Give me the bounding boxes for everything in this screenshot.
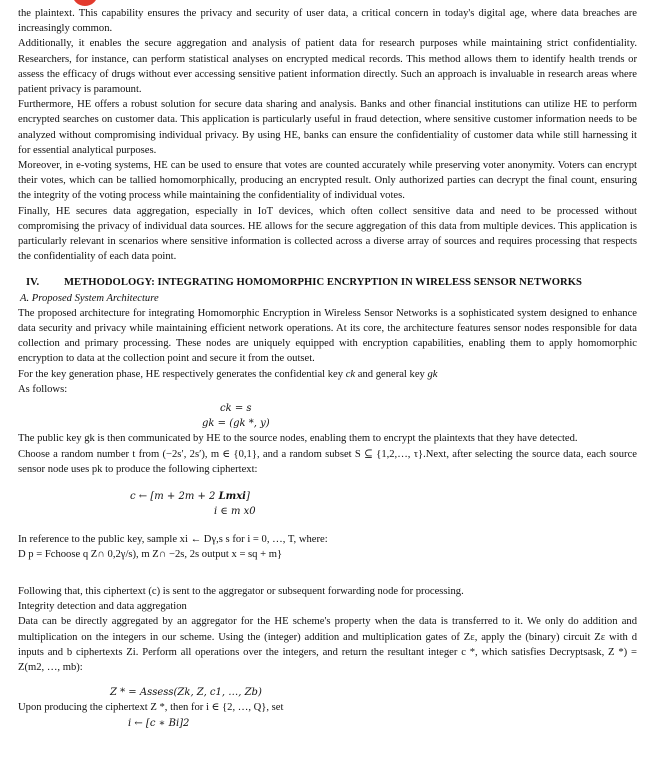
method-subheading-integrity: Integrity detection and data aggregation	[18, 601, 187, 613]
method-paragraph-3: As follows:	[18, 383, 68, 395]
method-paragraph-2: For the key generation phase, HE respectively generates the confidential key ck and general key gk	[18, 368, 438, 380]
subsection-heading: A. Proposed System Architecture	[20, 292, 159, 304]
intro-paragraph-2: Additionally, it enables the secure aggregation and analysis of patient data for research purposes while maintaining strict confidentiality. Researchers, for instance, can perform statistical analyses on encrypted medical records. This method allows them to identify health trends or assess the efficacy of drugs without ever accessing sensitive patient information directly. Such an approach is invaluable in research areas where patient privacy is paramount.	[18, 38, 637, 96]
method-paragraph-6: In reference to the public key, sample xi ← Dγ,s s for i = 0, …, T, where:	[18, 533, 328, 545]
method-paragraph-10: Data can be directly aggregated by an aggregator for the HE scheme's property when the data is transferred to it. We only do addition and multiplication on the integers in our scheme. Using the (integer) addition and multiplication gates of Zε, apply the (binary) circuit Zε with d inputs and b ciphertexts Zi. Perform all operations over the integers, and return the resultant integer c *, which satisfies Decryptsask, Z *) = Z(m2, …, mb):	[18, 616, 637, 673]
method-paragraph-1: The proposed architecture for integrating Homomorphic Encryption in Wireless Sensor Networks is a sophisticated system designed to enhance data security and privacy while maintaining efficient network operations. At its core, the architecture features sensor nodes responsible for data collection and primary processing. These nodes are uniquely equipped with encryption capabilities, enabling them to apply homomorphic encryption to data at the collection point and secure it from the outset.	[18, 307, 637, 365]
intro-paragraph-5: Finally, HE secures data aggregation, especially in IoT devices, which often collect sensitive data and need to be processed without compromising the privacy of individual data sources. HE allows for the secure aggregation of this data from multiple devices. This application is particularly relevant in scenarios where sensitive information is collected across a diverse array of sources and requires processing that respects the confidentiality of each data point.	[18, 205, 637, 263]
method-paragraph-8: Following that, this ciphertext (c) is sent to the aggregator or subsequent forwarding node for processing.	[18, 585, 464, 597]
intro-paragraph-3: Furthermore, HE offers a robust solution for secure data sharing and analysis. Banks and other financial institutions can utilize HE to perform encrypted searches on customer data. This application is particularly useful in fraud detection, where sensitive customer information needs to be analyzed without compromising individual privacy. By using HE, banks can ensure the confidentiality of customer data while still harnessing it for essential analytical purposes.	[18, 99, 637, 156]
equation-assess: Z * = Assess(Zk, Z, c1, …, Zb)	[110, 687, 262, 699]
equation-ciphertext-sub: i ∈ m x0	[214, 506, 256, 518]
method-paragraph-4: The public key gk is then communicated by HE to the source nodes, enabling them to encrypt the plaintexts that they have detected.	[18, 433, 578, 445]
method-paragraph-11: Upon producing the ciphertext Z *, then for i ∈ {2, …, Q}, set	[18, 702, 284, 714]
intro-paragraph-4: Moreover, in e-voting systems, HE can be used to ensure that votes are counted accurately while preserving voter anonymity. Voters can encrypt their votes, which can be tallied homomorphically, producing an encrypted result. Only authorized parties can decrypt the final count, ensuring the integrity of the voting process while maintaining the confidentiality of individual votes.	[18, 160, 637, 202]
method-paragraph-7: D p = Fchoose q Z∩ 0,2γ/s), m Z∩ −2s, 2s output x = sq + m}	[18, 548, 283, 560]
section-heading	[26, 275, 637, 290]
equation-ck: ck = s	[220, 403, 252, 415]
method-paragraph-5: Choose a random number t from (−2s′, 2s′), m ∈ {0,1}, and a random subset S ⊆ {1,2,…, τ}.Next, after selecting the source data, each source sensor node uses pk to produce the following ciphertext:	[18, 448, 637, 475]
equation-gk: gk = (gk *, y)	[202, 418, 270, 430]
equation-ciphertext: c ← [m + 2m + 2 Lmxi]	[130, 491, 250, 503]
section-number: IV.	[26, 277, 40, 289]
section-title: METHODOLOGY: INTEGRATING HOMOMORPHIC ENCRYPTION IN WIRELESS SENSOR NETWORKS	[64, 277, 582, 289]
intro-paragraph-1: the plaintext. This capability ensures the privacy and security of user data, a critical concern in today's digital age, where data breaches are increasingly common.	[18, 8, 637, 35]
equation-set: i ← [c ∗ Bi]2	[128, 717, 190, 729]
